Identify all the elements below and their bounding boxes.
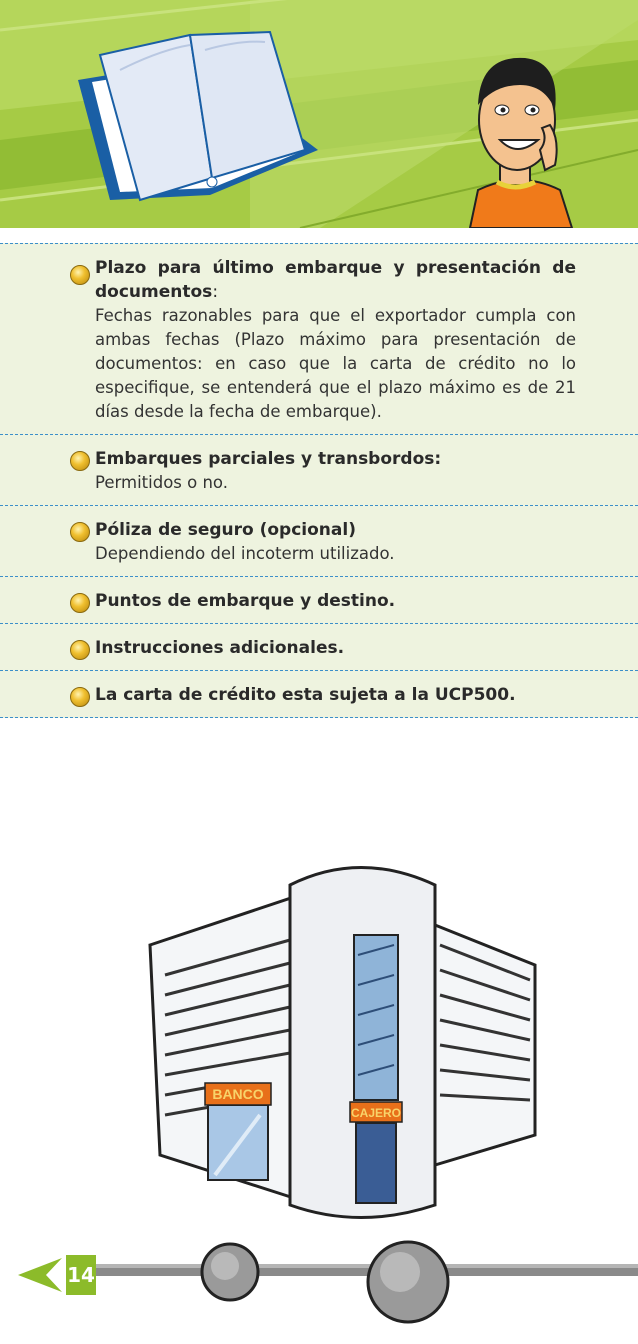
item-title: Plazo para último embarque y presentación de documentos <box>95 258 576 302</box>
page-number: 14 <box>66 1255 96 1295</box>
item-title: La carta de crédito esta sujeta a la UCP500. <box>95 685 516 705</box>
item-title: Póliza de seguro (opcional) <box>95 520 356 540</box>
bullet-icon <box>70 451 90 471</box>
bank-building-icon <box>140 845 540 1230</box>
list-item <box>0 243 638 434</box>
item-title: Instrucciones adicionales. <box>95 638 345 658</box>
bullet-icon <box>70 593 90 613</box>
back-arrow-icon[interactable] <box>0 1255 66 1295</box>
list-item <box>0 623 638 670</box>
item-title: Puntos de embarque y destino. <box>95 591 396 611</box>
atm-sign: CAJERO <box>350 1106 402 1120</box>
list-item <box>0 505 638 576</box>
header-background <box>0 0 638 228</box>
bullet-icon <box>70 522 90 542</box>
list-item <box>0 670 638 718</box>
requirements-list <box>0 243 638 718</box>
bullet-icon <box>70 640 90 660</box>
bullet-icon <box>70 687 90 707</box>
list-item <box>0 434 638 505</box>
list-item <box>0 576 638 623</box>
item-description: Permitidos o no. <box>95 473 228 492</box>
item-description: Fechas razonables para que el exportador cumpla con ambas fechas (Plazo máximo para presentación de documentos: en caso que la carta de crédito no lo especifique, se entenderá que el plazo máximo es de 21 días desde la fecha de embarque). <box>95 306 576 421</box>
item-title-suffix: : <box>212 282 219 302</box>
bullet-icon <box>70 265 90 285</box>
bank-building-drawing <box>140 845 540 1230</box>
item-title: Embarques parciales y transbordos: <box>95 449 442 469</box>
header-illustration <box>0 0 638 228</box>
item-description: Dependiendo del incoterm utilizado. <box>95 544 395 563</box>
bank-sign: BANCO <box>212 1086 264 1102</box>
